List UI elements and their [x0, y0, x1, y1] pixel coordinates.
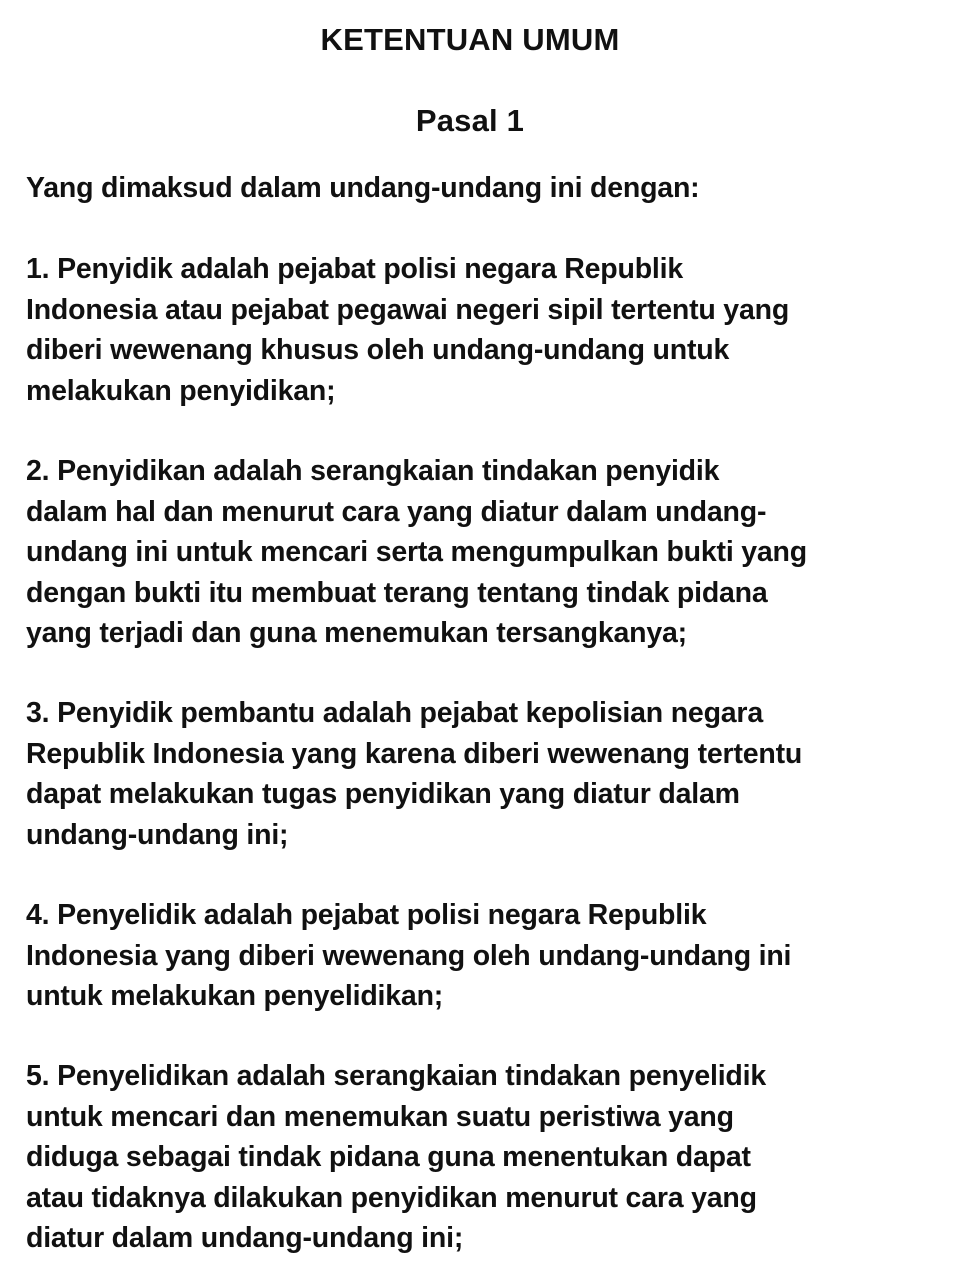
definition-line: diduga sebagai tindak pidana guna menentukan dapat — [26, 1141, 751, 1173]
definition-line: dengan bukti itu membuat terang tentang tindak pidana — [26, 576, 768, 609]
definition-line: dapat melakukan tugas penyidikan yang diatur dalam — [26, 778, 740, 810]
definition-line: yang terjadi dan guna menemukan tersangkanya; — [26, 617, 687, 649]
definition-line: Indonesia yang diberi wewenang oleh undang-undang ini — [26, 939, 792, 972]
definition-line: untuk mencari dan menemukan suatu peristiwa yang — [26, 1100, 734, 1133]
definition-line: melakukan penyidikan; — [26, 374, 336, 407]
definition-line: Republik Indonesia yang karena diberi wewenang tertentu — [26, 737, 803, 770]
definition-item-2 — [26, 451, 936, 654]
definition-line: 3. Penyidik pembantu adalah pejabat kepolisian negara — [26, 697, 763, 729]
definition-line: 5. Penyelidikan adalah serangkaian tindakan penyelidik — [26, 1060, 766, 1092]
definition-line: undang ini untuk mencari serta mengumpulkan bukti yang — [26, 536, 807, 568]
definition-line: 4. Penyelidik adalah pejabat polisi negara Republik — [26, 899, 707, 931]
definition-line: atau tidaknya dilakukan penyidikan menurut cara yang — [26, 1181, 757, 1214]
definition-item-3 — [26, 693, 936, 855]
intro-text: Yang dimaksud dalam undang-undang ini dengan: — [26, 172, 700, 204]
definition-item-1 — [26, 249, 936, 411]
definition-line: diatur dalam undang-undang ini; — [26, 1222, 464, 1254]
definition-item-4 — [26, 895, 936, 1017]
definition-line: diberi wewenang khusus oleh undang-undang untuk — [26, 334, 730, 366]
article-heading: Pasal 1 — [415, 103, 525, 138]
definition-line: 2. Penyidikan adalah serangkaian tindakan penyidik — [26, 455, 720, 487]
definition-item-5 — [26, 1056, 936, 1259]
definition-line: Indonesia atau pejabat pegawai negeri sipil tertentu yang — [26, 293, 790, 326]
definition-line: 1. Penyidik adalah pejabat polisi negara Republik — [26, 253, 683, 285]
document-title: KETENTUAN UMUM — [320, 22, 620, 57]
definition-line: dalam hal dan menurut cara yang diatur dalam undang- — [26, 495, 767, 528]
intro-paragraph — [26, 168, 936, 209]
definition-line: undang-undang ini; — [26, 818, 289, 851]
definition-line: untuk melakukan penyelidikan; — [26, 980, 444, 1012]
